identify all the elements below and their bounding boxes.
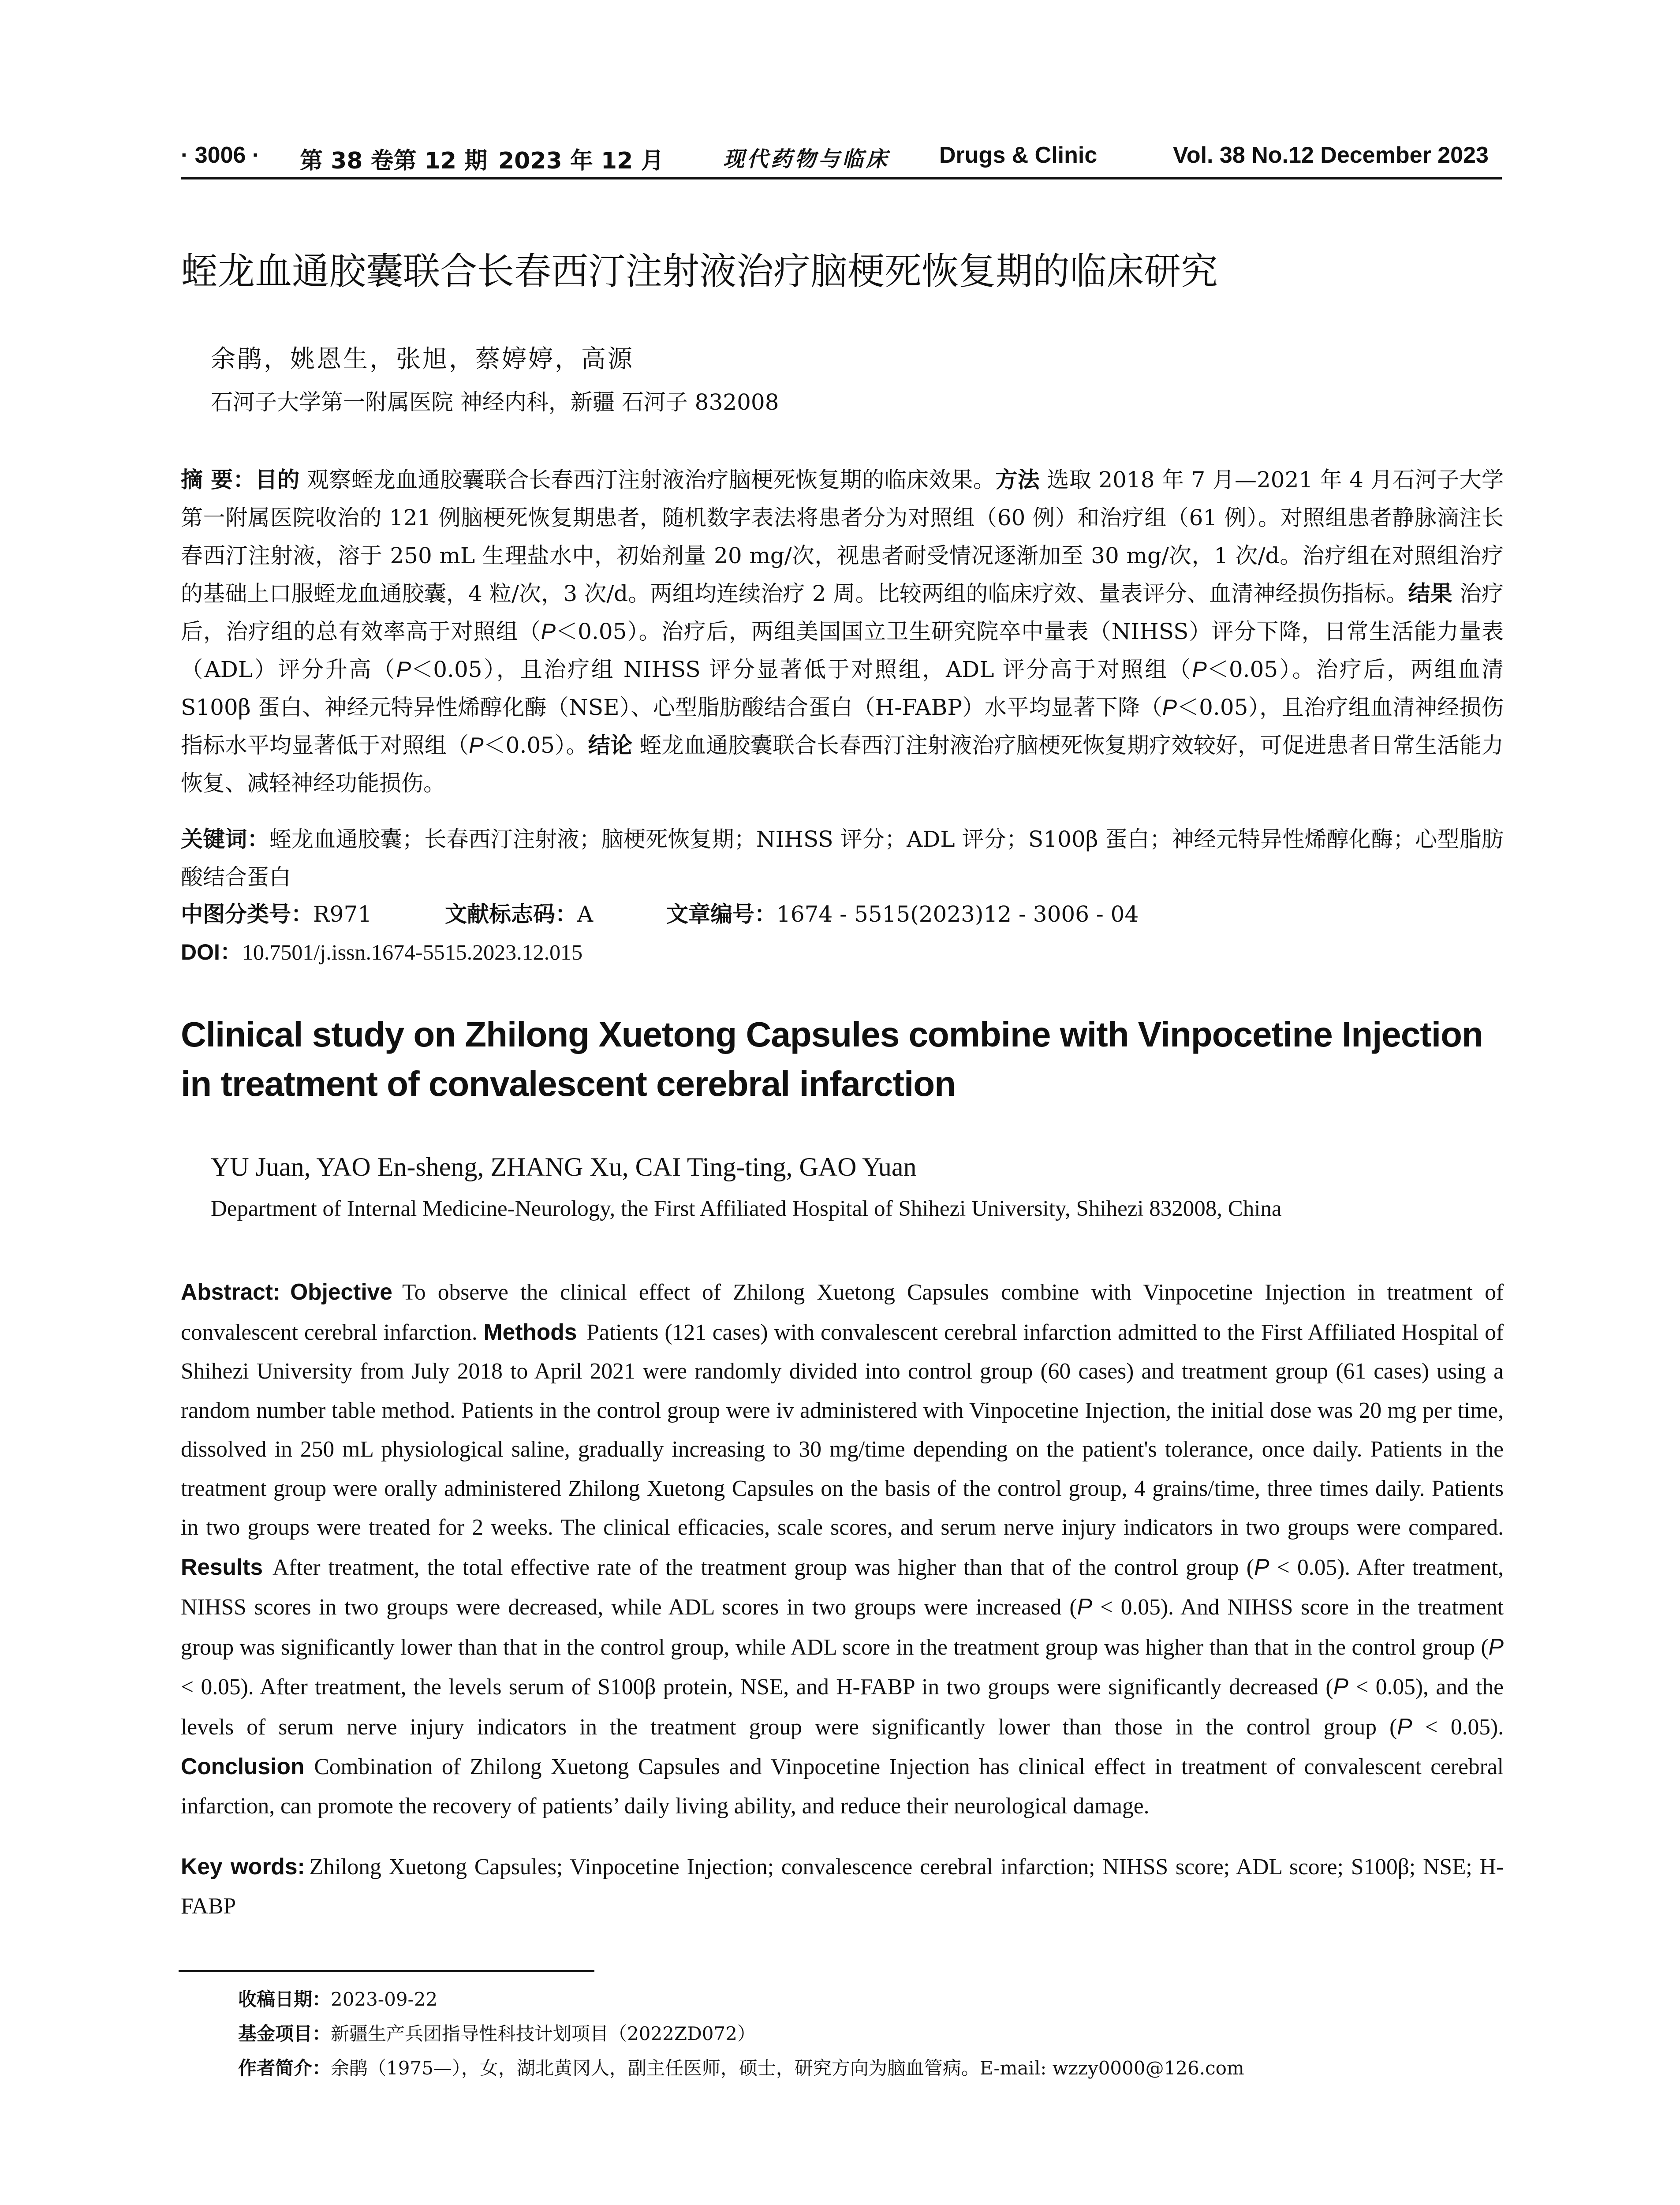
p-value-symbol: P (1488, 1633, 1504, 1659)
issue-date-cn: 2023 年 12 月 (498, 148, 664, 174)
footnotes (238, 1982, 1244, 2085)
methods-text-cn: 选取 2018 年 7 月—2021 年 4 月石河子大学第一附属医院收治的 121 例脑梗死恢复期患者，随机数字表法将患者分为对照组（60 例）和治疗组（61 例）。对照组患者静脉滴注长春西汀注射液，溶于 250 mL 生理盐水中，初始剂量 20 mg/次，视患者耐受情况逐渐加至 30 mg/次，1 次/d。治疗组在对照组治疗的基础上口服蛭龙血通胶囊，4 粒/次，3 次/d。两组均连续治疗 2 周。比较两组的临床疗效、量表评分、血清神经损伤指标。 (181, 467, 1504, 606)
doc-code-label: 文献标志码： (445, 901, 577, 927)
p-value-symbol: P (1077, 1594, 1092, 1619)
received-date: 2023-09-22 (331, 1988, 438, 2010)
p-value-symbol: P (396, 657, 411, 682)
article-title-en: Clinical study on Zhilong Xuetong Capsules combine with Vinpocetine Injection in treatment of convalescent cerebral infarction (181, 1015, 1483, 1103)
clc-value: R971 (313, 901, 372, 927)
doi-value: 10.7501/j.issn.1674-5515.2023.12.015 (242, 940, 583, 964)
results-text-cn-4: ＜0.05）。治疗后，两组血清 S100β 蛋白、神经元特异性烯醇化酶（NSE）、心型脂肪酸结合蛋白（H-FABP）水平均显著下降（ (181, 657, 1504, 720)
affiliation-cn: 石河子大学第一附属医院 神经内科，新疆 石河子 832008 (211, 389, 779, 415)
methods-label-en: Methods (483, 1319, 577, 1345)
results-text-en-2: < 0.05). After treatment, NIHSS scores in two groups were decreased, while ADL scores in two groups were increased ( (181, 1555, 1504, 1620)
classification-line (181, 895, 1504, 933)
results-text-cn-1: 治疗后，治疗组的总有效率高于对照组（ (181, 581, 1504, 644)
p-value-symbol: P (1254, 1554, 1269, 1580)
doi-label: DOI： (181, 940, 242, 964)
p-value-symbol: P (1397, 1713, 1412, 1739)
conclusion-label-cn: 结论 (588, 733, 633, 758)
article-number-value: 1674 - 5515(2023)12 - 3006 - 04 (777, 901, 1139, 927)
p-value-symbol: P (469, 733, 484, 758)
conclusion-text-cn: 蛭龙血通胶囊联合长春西汀注射液治疗脑梗死恢复期疗效较好，可促进患者日常生活能力恢复、减轻神经功能损伤。 (181, 733, 1504, 796)
keywords-text-en: Zhilong Xuetong Capsules; Vinpocetine Injection; convalescence cerebral infarction; NIHSS score; ADL score; S100β; NSE; H-FABP (181, 1854, 1504, 1919)
results-text-en-4: < 0.05). After treatment, the levels serum of S100β protein, NSE, and H-FABP in two groups were significantly decreased ( (181, 1674, 1333, 1700)
footnote-fund (238, 2017, 1244, 2051)
keywords-label-cn: 关键词： (181, 826, 269, 852)
keywords-label-en: Key words: (181, 1854, 305, 1879)
methods-label-cn: 方法 (995, 467, 1040, 493)
p-value-symbol: P (1192, 657, 1207, 682)
abstract-label-en: Abstract: (181, 1279, 281, 1304)
abstract-label-cn: 摘 要： (181, 467, 255, 493)
keywords-cn (181, 820, 1504, 896)
clc-label: 中图分类号： (181, 901, 313, 927)
page-number: · 3006 · (181, 142, 260, 168)
methods-text-en: Patients (121 cases) with convalescent cerebral infarction admitted to the First Affiliated Hospital of Shihezi University from July 2018 to April 2021 were randomly divided into control group (60 cases) and treatment group (61 cases) using a random number table method. Patients in the control group were iv administered with Vinpocetine Injection, the initial dose was 20 mg per time, dissolved in 250 mL physiological saline, gradually increasing to 30 mg/time depending on the patient's tolerance, once daily. Patients in the treatment group were orally administered Zhilong Xuetong Capsules on the basis of the control group, 4 grains/time, three times daily. Patients in two groups were treated for 2 weeks. The clinical efficacies, scale scores, and serum nerve injury indicators in two groups were compared. (181, 1319, 1504, 1540)
author-bio-text: 余鹃（1975—），女，湖北黄冈人，副主任医师，硕士，研究方向为脑血管病。E-mail: wzzy0000@126.com (331, 2057, 1244, 2079)
results-label-en: Results (181, 1554, 263, 1580)
results-text-cn-3: ＜0.05），且治疗组 NIHSS 评分显著低于对照组，ADL 评分高于对照组（ (411, 657, 1192, 682)
author-bio-label: 作者简介： (238, 2057, 331, 2079)
keywords-en (181, 1847, 1504, 1926)
received-label: 收稿日期： (238, 1988, 331, 2010)
doi-line (181, 933, 582, 971)
results-text-en-3: < 0.05). And NIHSS score in the treatment group was significantly lower than that in the control group, while ADL score in the treatment group was higher than that in the control group ( (181, 1595, 1504, 1660)
volume-issue-en: Vol. 38 No.12 December 2023 (1173, 142, 1489, 168)
journal-name-cn: 现代药物与临床 (723, 147, 890, 172)
authors-cn: 余鹃，姚恩生，张旭，蔡婷婷，高源 (211, 345, 634, 374)
doc-code-value: A (577, 901, 594, 927)
results-text-en-1: After treatment, the total effective rate of the treatment group was higher than that of the control group ( (273, 1555, 1254, 1580)
abstract-en (181, 1272, 1504, 1826)
conclusion-label-en: Conclusion (181, 1753, 305, 1779)
journal-name-en: Drugs & Clinic (939, 142, 1098, 168)
footnote-received (238, 1982, 1244, 2017)
abstract-cn (181, 461, 1504, 802)
header-divider (181, 177, 1502, 179)
results-text-en-5: < 0.05), and the levels of serum nerve injury indicators in the treatment group were significantly lower than those in the control group ( (181, 1674, 1504, 1740)
results-text-cn-6: ＜0.05）。 (483, 733, 588, 758)
results-label-cn: 结果 (1408, 581, 1452, 606)
fund-text: 新疆生产兵团指导性科技计划项目（2022ZD072） (331, 2023, 756, 2044)
fund-label: 基金项目： (238, 2023, 331, 2044)
conclusion-text-en: Combination of Zhilong Xuetong Capsules and Vinpocetine Injection has clinical effect in treatment of convalescent cerebral infarction, can promote the recovery of patients’ daily living ability, and reduce their neurological damage. (181, 1754, 1504, 1819)
footnote-divider (179, 1970, 594, 1972)
p-value-symbol: P (1162, 695, 1177, 720)
keywords-text-cn: 蛭龙血通胶囊；长春西汀注射液；脑梗死恢复期；NIHSS 评分；ADL 评分；S100β 蛋白；神经元特异性烯醇化酶；心型脂肪酸结合蛋白 (181, 826, 1504, 890)
authors-en: YU Juan, YAO En-sheng, ZHANG Xu, CAI Ting-ting, GAO Yuan (211, 1152, 917, 1181)
objective-label-cn: 目的 (255, 467, 300, 493)
volume-issue-cn: 第 38 卷第 12 期 (300, 148, 488, 174)
p-value-symbol: P (541, 619, 556, 644)
article-title-cn: 蛭龙血通胶囊联合长春西汀注射液治疗脑梗死恢复期的临床研究 (181, 250, 1218, 293)
footnote-author (238, 2051, 1244, 2085)
running-header (181, 142, 1502, 177)
objective-text-cn: 观察蛭龙血通胶囊联合长春西汀注射液治疗脑梗死恢复期的临床效果。 (306, 467, 996, 493)
objective-text-en: To observe the clinical effect of Zhilong Xuetong Capsules combine with Vinpocetine Injection in treatment of convalescent cerebral infarction. (181, 1280, 1504, 1345)
results-text-en-6: < 0.05). (1412, 1714, 1504, 1740)
article-number-label: 文章编号： (666, 901, 777, 927)
affiliation-en: Department of Internal Medicine-Neurology, the First Affiliated Hospital of Shihezi University, Shihezi 832008, China (211, 1196, 1282, 1221)
p-value-symbol: P (1333, 1674, 1348, 1699)
objective-label-en: Objective (290, 1279, 392, 1304)
results-text-cn-2: ＜0.05）。治疗后，两组美国国立卫生研究院卒中量表（NIHSS）评分下降，日常生活能力量表（ADL）评分升高（ (181, 619, 1504, 682)
results-text-cn-5: ＜0.05），且治疗组血清神经损伤指标水平均显著低于对照组（ (181, 695, 1504, 758)
